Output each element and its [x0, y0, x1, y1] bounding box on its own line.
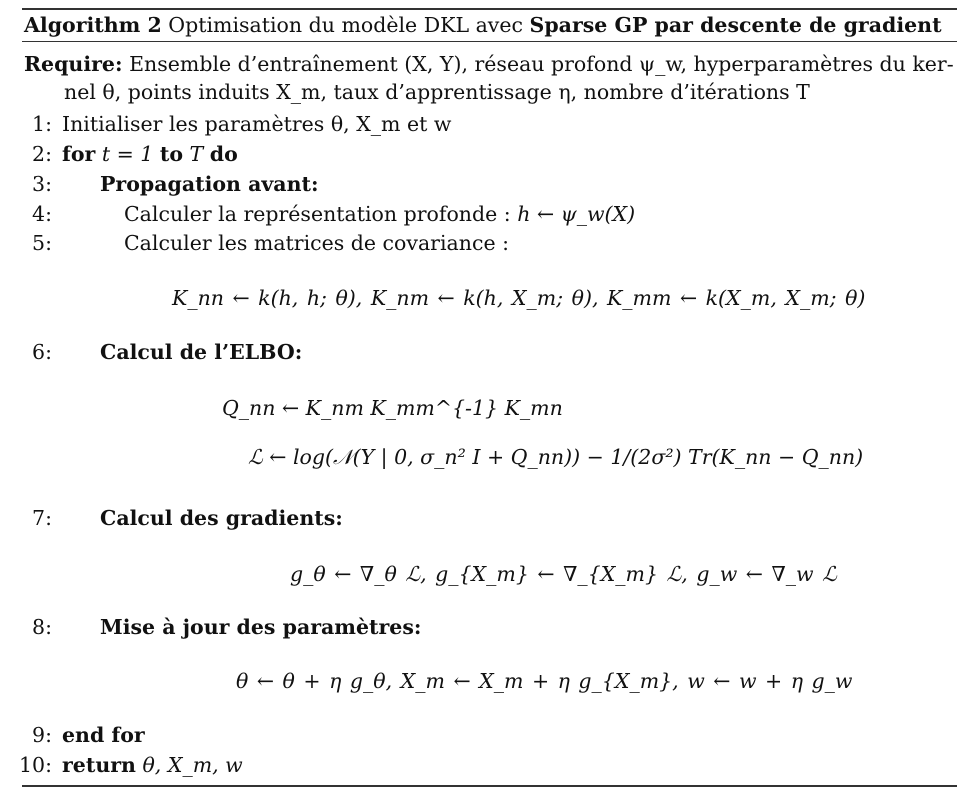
step-number: 3:	[32, 172, 52, 196]
require-label: Require:	[24, 52, 123, 76]
algorithm-title: Optimisation du modèle DKL avec	[168, 13, 523, 37]
keyword-to: to	[159, 142, 184, 166]
step-heading: Mise à jour des paramètres:	[100, 615, 422, 639]
step-heading: Calcul de l’ELBO:	[100, 340, 303, 364]
covariance-equation: K_nn ← k(h, h; θ), K_nm ← k(h, X_m; θ), K_mm ← k(X_m, X_m; θ)	[172, 286, 866, 310]
step-number: 6:	[32, 340, 52, 364]
update-equation: θ ← θ + η g_θ, X_m ← X_m + η g_{X_m}, w ← w + η g_w	[236, 669, 853, 693]
bottom-rule	[22, 785, 957, 787]
require-text-2: nel θ, points induits X_m, taux d’apprentissage η, nombre d’itérations T	[64, 80, 810, 104]
gradient-equation: g_θ ← ∇_θ ℒ, g_{X_m} ← ∇_{X_m} ℒ, g_w ← ∇_w ℒ	[290, 562, 837, 586]
keyword-for: for	[62, 142, 96, 166]
step-math: h ← ψ_w(X)	[517, 202, 636, 226]
keyword-return: return	[62, 753, 136, 777]
loop-range-end: T	[189, 142, 204, 166]
algorithm-label: Algorithm 2	[24, 13, 162, 37]
step-number: 4:	[32, 202, 52, 226]
top-rule	[22, 8, 957, 10]
require-text-1: Ensemble d’entraînement (X, Y), réseau profond ψ_w, hyperparamètres du ker-	[129, 52, 954, 76]
step-text: Calculer la représentation profonde :	[124, 202, 511, 226]
return-values: θ, X_m, w	[142, 753, 243, 777]
keyword-end-for: end for	[62, 723, 145, 747]
elbo-equation-l: ℒ ← log(𝒩(Y | 0, σ_n² I + Q_nn)) − 1/(2σ²) Tr(K_nn − Q_nn)	[248, 445, 864, 469]
step-number: 7:	[32, 506, 52, 530]
algorithm-header	[24, 13, 942, 37]
require-line-1	[24, 52, 954, 76]
step-number: 1:	[32, 112, 52, 136]
step-number: 10:	[19, 753, 52, 777]
require-line-2	[64, 80, 810, 104]
step-text: Calculer les matrices de covariance :	[124, 231, 509, 255]
header-rule	[22, 41, 957, 42]
step-number: 2:	[32, 142, 52, 166]
step-number: 8:	[32, 615, 52, 639]
step-number: 9:	[32, 723, 52, 747]
keyword-do: do	[209, 142, 238, 166]
step-number: 5:	[32, 231, 52, 255]
loop-range-start: t = 1	[101, 142, 154, 166]
step-heading: Calcul des gradients:	[100, 506, 343, 530]
algorithm-title-bold: Sparse GP par descente de gradient	[529, 13, 942, 37]
step-heading: Propagation avant:	[100, 172, 319, 196]
step-text: Initialiser les paramètres θ, X_m et w	[62, 112, 452, 136]
elbo-equation-q: Q_nn ← K_nm K_mm^{-1} K_mn	[222, 396, 563, 420]
